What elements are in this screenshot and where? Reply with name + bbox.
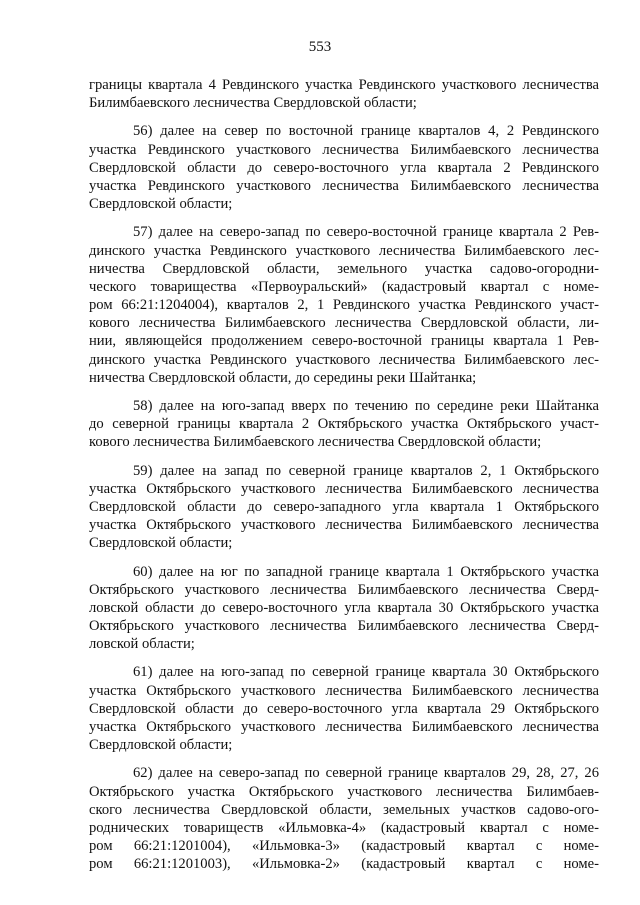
text-line: участка Октябрьского участкового лесничества Билимбаевского лесничества	[89, 719, 599, 735]
text-line: Свердловской области до северо-западного угла квартала 1 Октябрьского	[89, 498, 599, 515]
text-line: участка Октябрьского участкового лесничества Билимбаевского лесничества	[89, 682, 599, 699]
text-line: ничества Свердловской области, до середины реки Шайтанка;	[89, 369, 477, 386]
page-number: 553	[308, 39, 332, 55]
paragraph-58	[89, 397, 599, 452]
text-line: 62) далее на северо-запад по северной границе кварталов 29, 28, 27, 26	[133, 765, 599, 782]
paragraph-59	[89, 462, 599, 553]
text-line: ничества Свердловской области, земельного участка садово-огородни-	[89, 260, 599, 277]
text-line: кового лесничества Билимбаевского лесничества Свердловской области, ли-	[89, 315, 599, 332]
text-line: 56) далее на север по восточной границе кварталов 4, 2 Ревдинского	[133, 123, 599, 140]
text-line: Октябрьского участкового лесничества Билимбаевского лесничества Сверд-	[89, 618, 599, 635]
text-line: Октябрьского участка Октябрьского участкового лесничества Билимбаев-	[89, 783, 599, 800]
text-line: до северной границы квартала 2 Октябрьского участка Октябрьского участ-	[89, 416, 599, 433]
text-line: ром 66:21:1201004), «Ильмовка-3» (кадастровый квартал с номе-	[89, 838, 599, 855]
text-line: ром 66:21:1204004), кварталов 2, 1 Ревдинского участка Ревдинского участ-	[89, 297, 599, 314]
text-line: 60) далее на юг по западной границе квартала 1 Октябрьского участка	[133, 563, 599, 580]
text-line: роднических товариществ «Ильмовка-4» (кадастровый квартал с номе-	[89, 819, 599, 836]
text-line: участка Октябрьского участкового лесничества Билимбаевского лесничества	[89, 480, 599, 497]
text-line: 61) далее на юго-запад по северной границе квартала 30 Октябрьского	[133, 664, 599, 681]
text-line: Свердловской области до северо-восточного угла квартала 29 Октябрьского	[89, 700, 599, 717]
text-line: Октябрьского участкового лесничества Билимбаевского лесничества Сверд-	[89, 581, 599, 598]
text-line: 58) далее на юго-запад вверх по течению по середине реки Шайтанка	[133, 398, 599, 414]
text-line: ловской области до северо-восточного угла квартала 30 Октябрьского участка	[89, 599, 599, 616]
paragraph-62	[89, 764, 599, 873]
paragraph-61	[89, 663, 599, 754]
text-line: динского участка Ревдинского участкового лесничества Билимбаевского лес-	[89, 351, 599, 368]
text-line: динского участка Ревдинского участкового лесничества Билимбаевского лес-	[89, 242, 599, 259]
text-line: кового лесничества Билимбаевского лесничества Свердловской области;	[89, 434, 542, 451]
text-line: ского лесничества Свердловской области, земельных участков садово-ого-	[89, 801, 599, 818]
text-line: участка Ревдинского участкового лесничества Билимбаевского лесничества	[89, 141, 599, 158]
text-line: ческого товарищества «Первоуральский» (кадастровый квартал с номе-	[89, 278, 599, 295]
text-line: Свердловской области;	[89, 535, 233, 552]
text-line: 59) далее на запад по северной границе кварталов 2, 1 Октябрьского	[133, 462, 599, 479]
text-line: ловской области;	[89, 636, 195, 653]
text-line: ром 66:21:1201003), «Ильмовка-2» (кадастровый квартал с номе-	[89, 856, 599, 873]
document-body	[89, 76, 599, 874]
text-line: Свердловской области до северо-восточного угла квартала 2 Ревдинского	[89, 159, 599, 176]
paragraph	[89, 76, 599, 112]
text-line: нии, являющейся продолжением северо-восточной границы квартала 1 Рев-	[89, 333, 599, 350]
paragraph-56	[89, 122, 599, 213]
paragraph-57	[89, 223, 599, 387]
text-line: участка Ревдинского участкового лесничества Билимбаевского лесничества	[89, 177, 599, 194]
text-line: Свердловской области;	[89, 196, 233, 213]
text-line: 57) далее на северо-запад по северо-восточной границе квартала 2 Рев-	[133, 224, 599, 241]
text-line: участка Октябрьского участкового лесничества Билимбаевского лесничества	[89, 517, 599, 534]
text-line: границы квартала 4 Ревдинского участка Ревдинского участкового лесничества	[89, 77, 599, 93]
text-line: Свердловской области;	[89, 737, 233, 754]
paragraph-60	[89, 563, 599, 654]
text-line: Билимбаевского лесничества Свердловской области;	[89, 95, 417, 112]
